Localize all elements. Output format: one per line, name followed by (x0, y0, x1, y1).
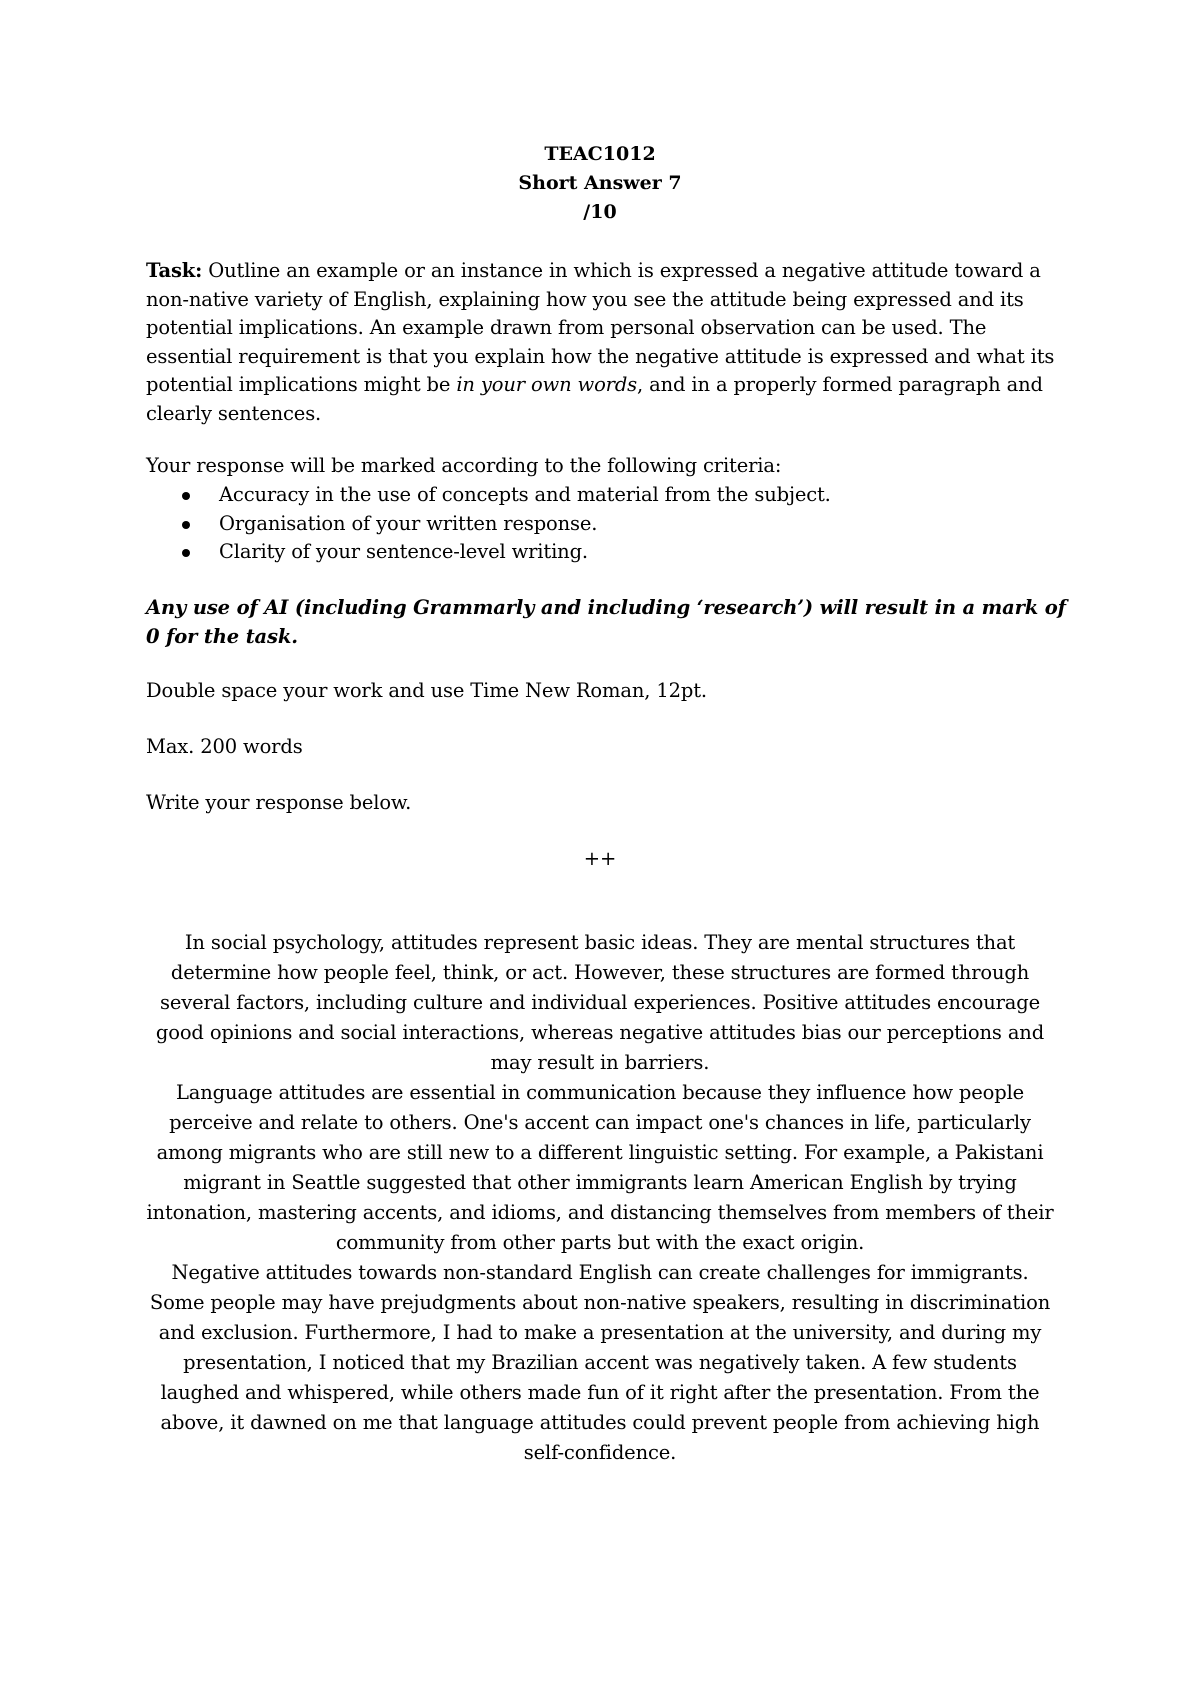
criteria-item (146, 510, 1056, 539)
bullet-icon (182, 549, 190, 557)
task-text-part-2: , and in a properly formed paragraph and clearly sentences. (146, 373, 1043, 425)
bullet-icon (182, 521, 190, 529)
marks-total: /10 (583, 201, 617, 223)
assignment-title: Short Answer 7 (518, 172, 682, 194)
criteria-item-text: Clarity of your sentence-level writing. (219, 540, 588, 563)
course-code: TEAC1012 (544, 143, 656, 165)
essay-response (146, 928, 1054, 1468)
criteria-item-text: Organisation of your written response. (219, 511, 598, 535)
criteria-intro: Your response will be marked according to the following criteria: (146, 454, 782, 477)
essay-paragraph: Negative attitudes towards non-standard English can create challenges for immigrants. Some people may have prejudgments about non-native speakers, resulting in discrimination and exclusion. Furthermore, I had to make a presentation at the university, and during my presentation, I noticed that my Brazilian accent was negatively taken. A few students laughed and whispered, while others made fun of it right after the presentation. From the above, it dawned on me that language attitudes could prevent people from achieving high self-confidence. (149, 1261, 1051, 1464)
section-separator: ++ (583, 847, 617, 870)
task-description (146, 257, 1056, 428)
criteria-list (146, 481, 1056, 567)
task-text-part-1: Outline an example or an instance in which is expressed a negative attitude toward a non-native variety of English, explaining how you see the attitude being expressed and its potential implications. An example drawn from personal observation can be used. The essential requirement is that you explain how the negative attitude is expressed and what its potential implications might be (146, 259, 1055, 396)
document-header (0, 140, 1200, 227)
task-italic-phrase: in your own words (456, 373, 638, 396)
formatting-instruction: Double space your work and use Time New Roman, 12pt. (146, 679, 707, 702)
bullet-icon (182, 492, 190, 500)
essay-paragraph: In social psychology, attitudes represent basic ideas. They are mental structures that determine how people feel, think, or act. However, these structures are formed through several factors, including culture and individual experiences. Positive attitudes encourage good opinions and social interactions, whereas negative attitudes bias our perceptions and may result in barriers. (155, 931, 1045, 1074)
criteria-item-text: Accuracy in the use of concepts and material from the subject. (219, 483, 831, 506)
task-label: Task: (146, 259, 203, 282)
criteria-item (146, 538, 1056, 567)
essay-paragraph: Language attitudes are essential in communication because they influence how people perceive and relate to others. One's accent can impact one's chances in life, particularly among migrants who are still new to a different linguistic setting. For example, a Pakistani migrant in Seattle suggested that other immigrants learn American English by trying intonation, mastering accents, and idioms, and distancing themselves from members of their community from other parts but with the exact origin. (146, 1081, 1054, 1254)
word-limit: Max. 200 words (146, 735, 303, 758)
ai-warning: Any use of AI (including Grammarly and including ‘research’) will result in a mark of 0 for the task. (146, 596, 1066, 648)
criteria-item (146, 481, 1056, 510)
response-prompt: Write your response below. (146, 791, 412, 814)
